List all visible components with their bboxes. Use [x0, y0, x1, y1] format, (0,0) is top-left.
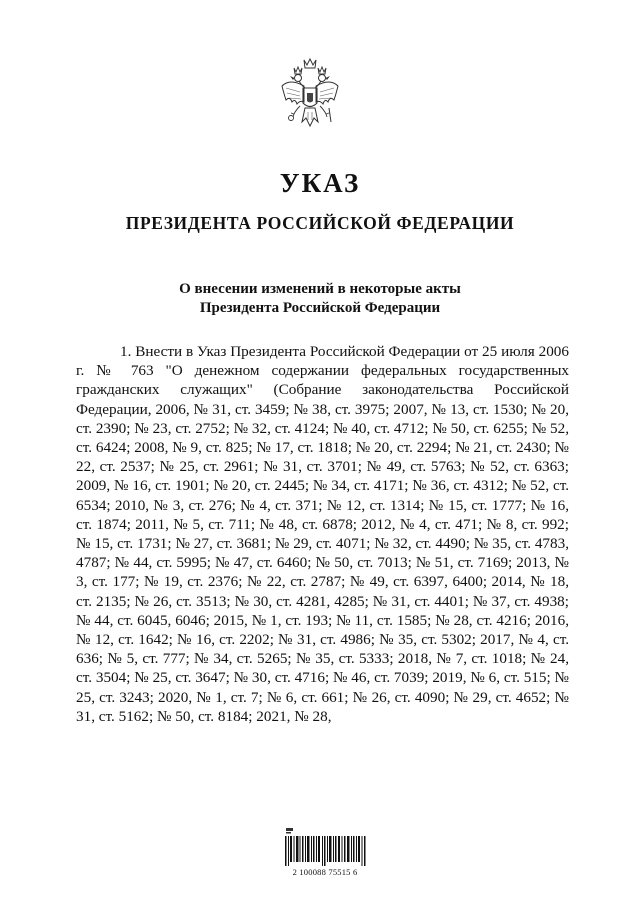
issuer-line: ПРЕЗИДЕНТА РОССИЙСКОЙ ФЕДЕРАЦИИ — [125, 213, 515, 233]
barcode-number: 2 100088 75515 6 — [292, 867, 358, 877]
document-title — [0, 280, 640, 318]
body-paragraph-1: 1. Внести в Указ Президента Российской Федерации от 25 июля 2006 г. № 763 "О денежном содержании федеральных государственных гражданских служащих" (Собрание законодательства Российской Федерации, 2006, № 31, ст. 3459; № 38, ст. 3975; 2007, № 13, ст. 1530; № 20, ст. 2390; № 23, ст. 2752; № 32, ст. 4124; № 40, ст. 4712; № 50, ст. 6255; № 52, ст. 6424; 2008, № 9, ст. 825; № 17, ст. 1818; № 20, ст. 2294; № 21, ст. 2430; № 22, ст. 2537; № 25, ст. 2961; № 31, ст. 3701; № 49, ст. 5763; № 52, ст. 6363; 2009, № 16, ст. 1901; № 20, ст. 2445; № 34, ст. 4171; № 36, ст. 4312; № 52, ст. 6534; 2010, № 3, ст. 276; № 4, ст. 371; № 12, ст. 1314; № 15, ст. 1777; № 16, ст. 1874; 2011, № 5, ст. 711; № 48, ст. 6878; 2012, № 4, ст. 471; № 8, ст. 992; № 15, ст. 1731; № 27, ст. 3681; № 29, ст. 4071; № 32, ст. 4490; № 35, ст. 4783, 4787; № 44, ст. 5995; № 47, ст. 6460; № 50, ст. 7013; № 51, ст. 7169; 2013, № 3, ст. 177; № 19, ст. 2376; № 22, ст. 2787; № 49, ст. 6397, 6400; 2014, № 18, ст. 2135; № 26, ст. 3513; № 30, ст. 4281, 4285; № 31, ст. 4401; № 37, ст. 4938; № 44, ст. 6045, 6046; 2015, № 1, ст. 193; № 11, ст. 1585; № 28, ст. 4216; 2016, № 12, ст. 1642; № 16, ст. 2202; № 31, ст. 4986; № 35, ст. 5302; 2017, № 4, ст. 636; № 5, ст. 777; № 34, ст. 5265; № 35, ст. 5333; 2018, № 7, ст. 1018; № 24, ст. 3504; № 25, ст. 3647; № 30, ст. 4716; № 46, ст. 7039; 2019, № 6, ст. 515; № 25, ст. 3243; 2020, № 1, ст. 7; № 6, ст. 661; № 26, ст. 4090; № 29, ст. 4652; № 31, ст. 5162; № 50, ст. 8184; 2021, № 28, — [76, 343, 569, 725]
document-title-line-2: Президента Российской Федерации — [199, 300, 441, 316]
decree-word: УКАЗ — [279, 168, 361, 198]
double-headed-eagle-icon — [278, 56, 342, 136]
document-title-line-1: О внесении изменений в некоторые акты — [179, 281, 461, 297]
